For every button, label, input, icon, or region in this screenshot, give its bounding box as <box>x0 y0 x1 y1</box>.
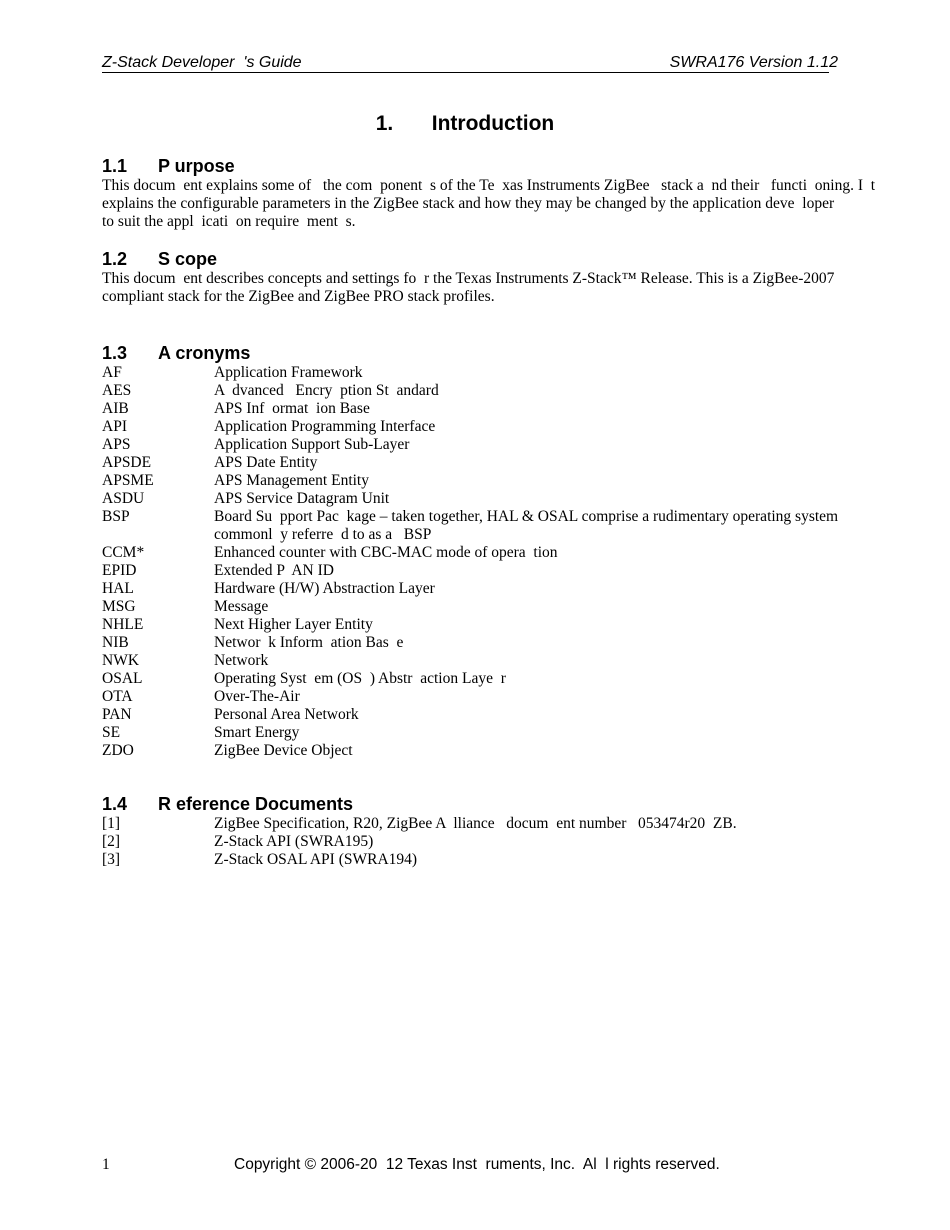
acronym-term: APS <box>102 436 131 453</box>
section-number: 1.3 <box>102 343 128 363</box>
acronym-term: OSAL <box>102 670 143 687</box>
acronym-definition: Enhanced counter with CBC-MAC mode of opera tion <box>214 544 558 561</box>
document-version: SWRA176 Version 1.12 <box>669 54 838 71</box>
section-heading-purpose <box>102 156 235 177</box>
acronym-definition: Board Su pport Pac kage – taken together, HAL & OSAL comprise a rudimentary operating system <box>214 508 839 525</box>
section-number: 1.1 <box>102 156 128 176</box>
acronym-definition: A dvanced Encry ption St andard <box>214 382 439 399</box>
section-title: P urpose <box>158 156 235 176</box>
section-heading-references <box>102 794 353 815</box>
acronym-term: EPID <box>102 562 137 579</box>
acronym-definition: commonl y referre d to as a BSP <box>214 526 432 543</box>
acronym-definition: Message <box>214 598 269 615</box>
text-line: This docum ent describes concepts and settings fo r the Texas Instruments Z-Stack™ Release. This is a ZigBee-2007 <box>102 270 835 287</box>
scope-paragraph <box>102 270 932 306</box>
acronym-term: APSME <box>102 472 154 489</box>
reference-number: [3] <box>102 851 121 868</box>
text-line: compliant stack for the ZigBee and ZigBee PRO stack profiles. <box>102 288 495 305</box>
acronym-term: HAL <box>102 580 134 597</box>
section-number: 1.2 <box>102 249 128 269</box>
acronym-term: OTA <box>102 688 133 705</box>
page-number: 1 <box>102 1156 110 1173</box>
acronym-definition: ZigBee Device Object <box>214 742 353 759</box>
reference-title: Z-Stack OSAL API (SWRA194) <box>214 851 418 868</box>
acronym-term: NHLE <box>102 616 144 633</box>
acronym-definition: Next Higher Layer Entity <box>214 616 373 633</box>
reference-title: Z-Stack API (SWRA195) <box>214 833 374 850</box>
acronym-term: AES <box>102 382 132 399</box>
acronym-definition: Personal Area Network <box>214 706 359 723</box>
acronym-term: API <box>102 418 127 435</box>
acronym-term: AIB <box>102 400 129 417</box>
section-title: A cronyms <box>158 343 251 363</box>
acronym-term: AF <box>102 364 122 381</box>
acronym-definition: APS Service Datagram Unit <box>214 490 390 507</box>
acronym-definition: Operating Syst em (OS ) Abstr action Laye r <box>214 670 506 687</box>
section-title: S cope <box>158 249 218 269</box>
acronym-definition: Extended P AN ID <box>214 562 334 579</box>
document-title: Z-Stack Developer 's Guide <box>102 54 302 71</box>
acronym-definition: Application Support Sub-Layer <box>214 436 410 453</box>
acronym-definition: APS Management Entity <box>214 472 369 489</box>
acronym-definition: Application Programming Interface <box>214 418 436 435</box>
chapter-title: Introduction <box>431 112 555 135</box>
header-rule <box>102 72 829 73</box>
text-line: This docum ent explains some of the com ponent s of the Te xas Instruments ZigBee stack a nd their functi oning. I t <box>102 177 876 194</box>
acronym-definition: Hardware (H/W) Abstraction Layer <box>214 580 435 597</box>
purpose-paragraph <box>102 177 932 231</box>
acronym-definition: Networ k Inform ation Bas e <box>214 634 404 651</box>
section-title: R eference Documents <box>158 794 354 814</box>
chapter-number: 1. <box>375 112 394 135</box>
section-number: 1.4 <box>102 794 128 814</box>
acronym-term: CCM* <box>102 544 145 561</box>
text-line: explains the configurable parameters in the ZigBee stack and how they may be changed by the application deve loper <box>102 195 835 212</box>
acronym-term: SE <box>102 724 121 741</box>
acronym-definition: APS Inf ormat ion Base <box>214 400 370 417</box>
copyright-notice: Copyright © 2006-20 12 Texas Inst ruments, Inc. Al l rights reserved. <box>234 1156 720 1173</box>
chapter-heading <box>0 112 930 136</box>
acronym-definition: Application Framework <box>214 364 363 381</box>
running-header <box>102 54 838 74</box>
page-footer <box>0 1156 950 1210</box>
section-heading-acronyms <box>102 343 250 364</box>
acronym-definition: Smart Energy <box>214 724 300 741</box>
acronym-term: ZDO <box>102 742 134 759</box>
section-heading-scope <box>102 249 217 270</box>
reference-title: ZigBee Specification, R20, ZigBee A lliance docum ent number 053474r20 ZB. <box>214 815 737 832</box>
acronym-definition: APS Date Entity <box>214 454 318 471</box>
reference-number: [1] <box>102 815 121 832</box>
acronym-term: NWK <box>102 652 140 669</box>
acronym-term: APSDE <box>102 454 152 471</box>
acronym-term: MSG <box>102 598 136 615</box>
acronym-term: ASDU <box>102 490 145 507</box>
reference-number: [2] <box>102 833 121 850</box>
acronym-term: BSP <box>102 508 130 525</box>
text-line: to suit the appl icati on require ment s. <box>102 213 356 230</box>
acronym-term: NIB <box>102 634 129 651</box>
acronym-definition: Network <box>214 652 269 669</box>
acronym-term: PAN <box>102 706 132 723</box>
acronym-definition: Over-The-Air <box>214 688 300 705</box>
